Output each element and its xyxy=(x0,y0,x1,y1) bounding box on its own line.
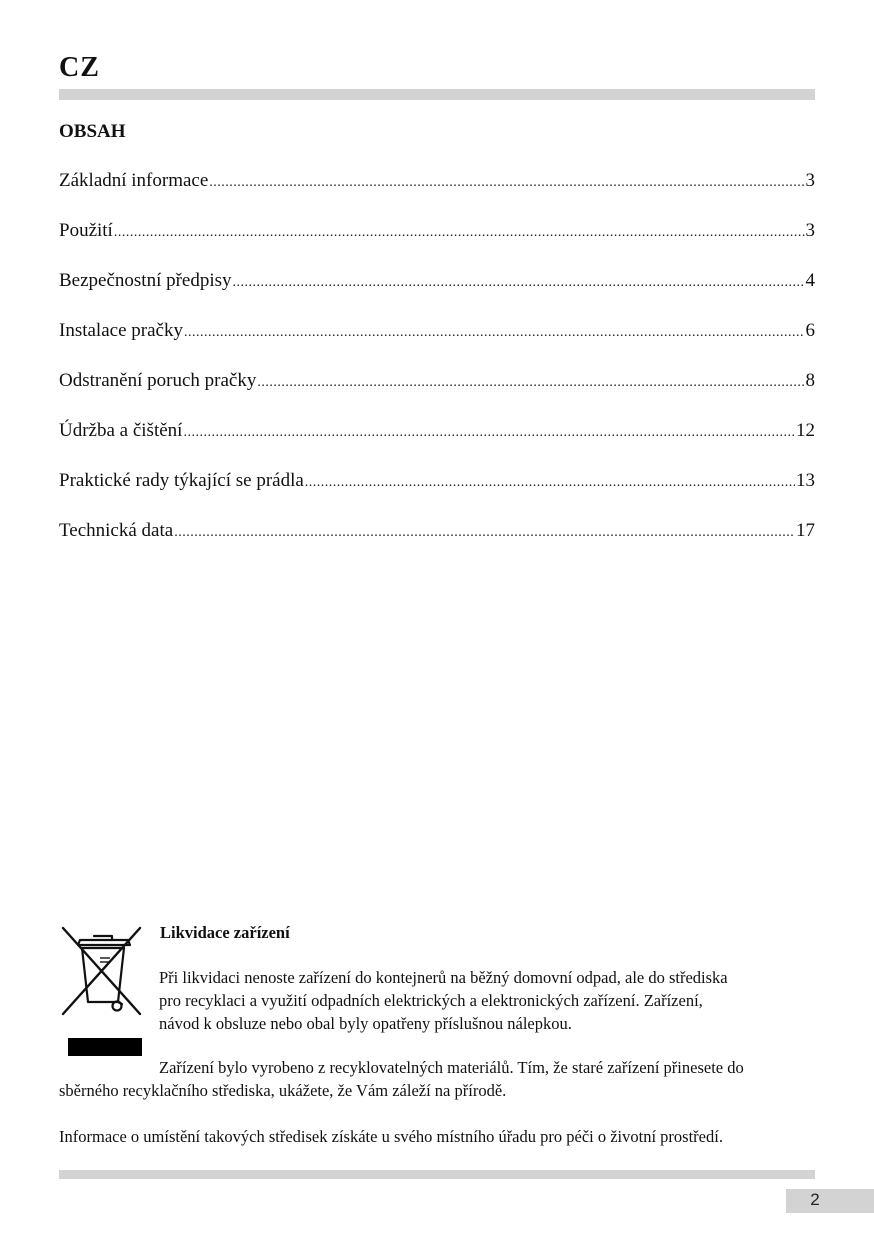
toc-entry[interactable] xyxy=(59,420,815,470)
paragraph-line: pro recyklaci a využití odpadních elektrických a elektronických zařízení. Zařízení, xyxy=(159,991,703,1010)
toc-leader-dots xyxy=(174,525,795,541)
toc-title: OBSAH xyxy=(59,121,126,142)
toc-entry-label: Použití xyxy=(59,220,113,241)
toc-entry[interactable] xyxy=(59,270,815,320)
toc-entry[interactable] xyxy=(59,170,815,220)
toc-entry[interactable] xyxy=(59,320,815,370)
toc-leader-dots xyxy=(184,325,805,341)
toc-entry-page: 17 xyxy=(796,520,815,541)
language-code: CZ xyxy=(59,52,100,83)
disposal-paragraph-1 xyxy=(159,966,819,1035)
paragraph-line: návod k obsluze nebo obal byly opatřeny příslušnou nálepkou. xyxy=(159,1014,572,1033)
toc-leader-dots xyxy=(257,375,804,391)
toc-leader-dots xyxy=(305,475,795,491)
toc-entry-label: Odstranění poruch pračky xyxy=(59,370,257,391)
weee-crossed-bin-icon xyxy=(60,924,144,1060)
toc-entry-page: 6 xyxy=(805,320,815,341)
disposal-title: Likvidace zařízení xyxy=(160,923,290,942)
toc-entry[interactable] xyxy=(59,220,815,270)
paragraph-line: Zařízení bylo vyrobeno z recyklovatelných materiálů. Tím, že staré zařízení přinesete do xyxy=(159,1058,744,1077)
toc-entry-page: 13 xyxy=(796,470,815,491)
toc-entry-page: 3 xyxy=(805,220,815,241)
toc-entry-page: 3 xyxy=(805,170,815,191)
toc-entry-label: Technická data xyxy=(59,520,174,541)
toc-entry[interactable] xyxy=(59,520,815,570)
toc-entry-label: Údržba a čištění xyxy=(59,420,183,441)
toc-entry-label: Základní informace xyxy=(59,170,209,191)
paragraph-line: sběrného recyklačního střediska, ukážete, že Vám záleží na přírodě. xyxy=(59,1081,507,1100)
page-number-tab xyxy=(786,1189,874,1213)
page-number: 2 xyxy=(810,1190,820,1209)
disposal-paragraph-2 xyxy=(59,1056,819,1102)
toc-leader-dots xyxy=(233,275,805,291)
footer-divider xyxy=(59,1170,815,1179)
toc-entry-label: Praktické rady týkající se prádla xyxy=(59,470,304,491)
toc-entry-page: 8 xyxy=(805,370,815,391)
toc-entry[interactable] xyxy=(59,370,815,420)
paragraph-line: Při likvidaci nenoste zařízení do kontejnerů na běžný domovní odpad, ale do střediska xyxy=(159,968,728,987)
toc-entry-label: Bezpečnostní předpisy xyxy=(59,270,232,291)
toc-leader-dots xyxy=(209,175,804,191)
header-divider xyxy=(59,89,815,100)
toc-leader-dots xyxy=(183,425,795,441)
toc-leader-dots xyxy=(114,225,805,241)
toc-entry-page: 12 xyxy=(796,420,815,441)
toc-entry-label: Instalace pračky xyxy=(59,320,183,341)
toc-entry-page: 4 xyxy=(805,270,815,291)
table-of-contents xyxy=(59,170,815,570)
toc-entry[interactable] xyxy=(59,470,815,520)
disposal-paragraph-3: Informace o umístění takových středisek získáte u svého místního úřadu pro péči o životní prostředí. xyxy=(59,1127,723,1146)
